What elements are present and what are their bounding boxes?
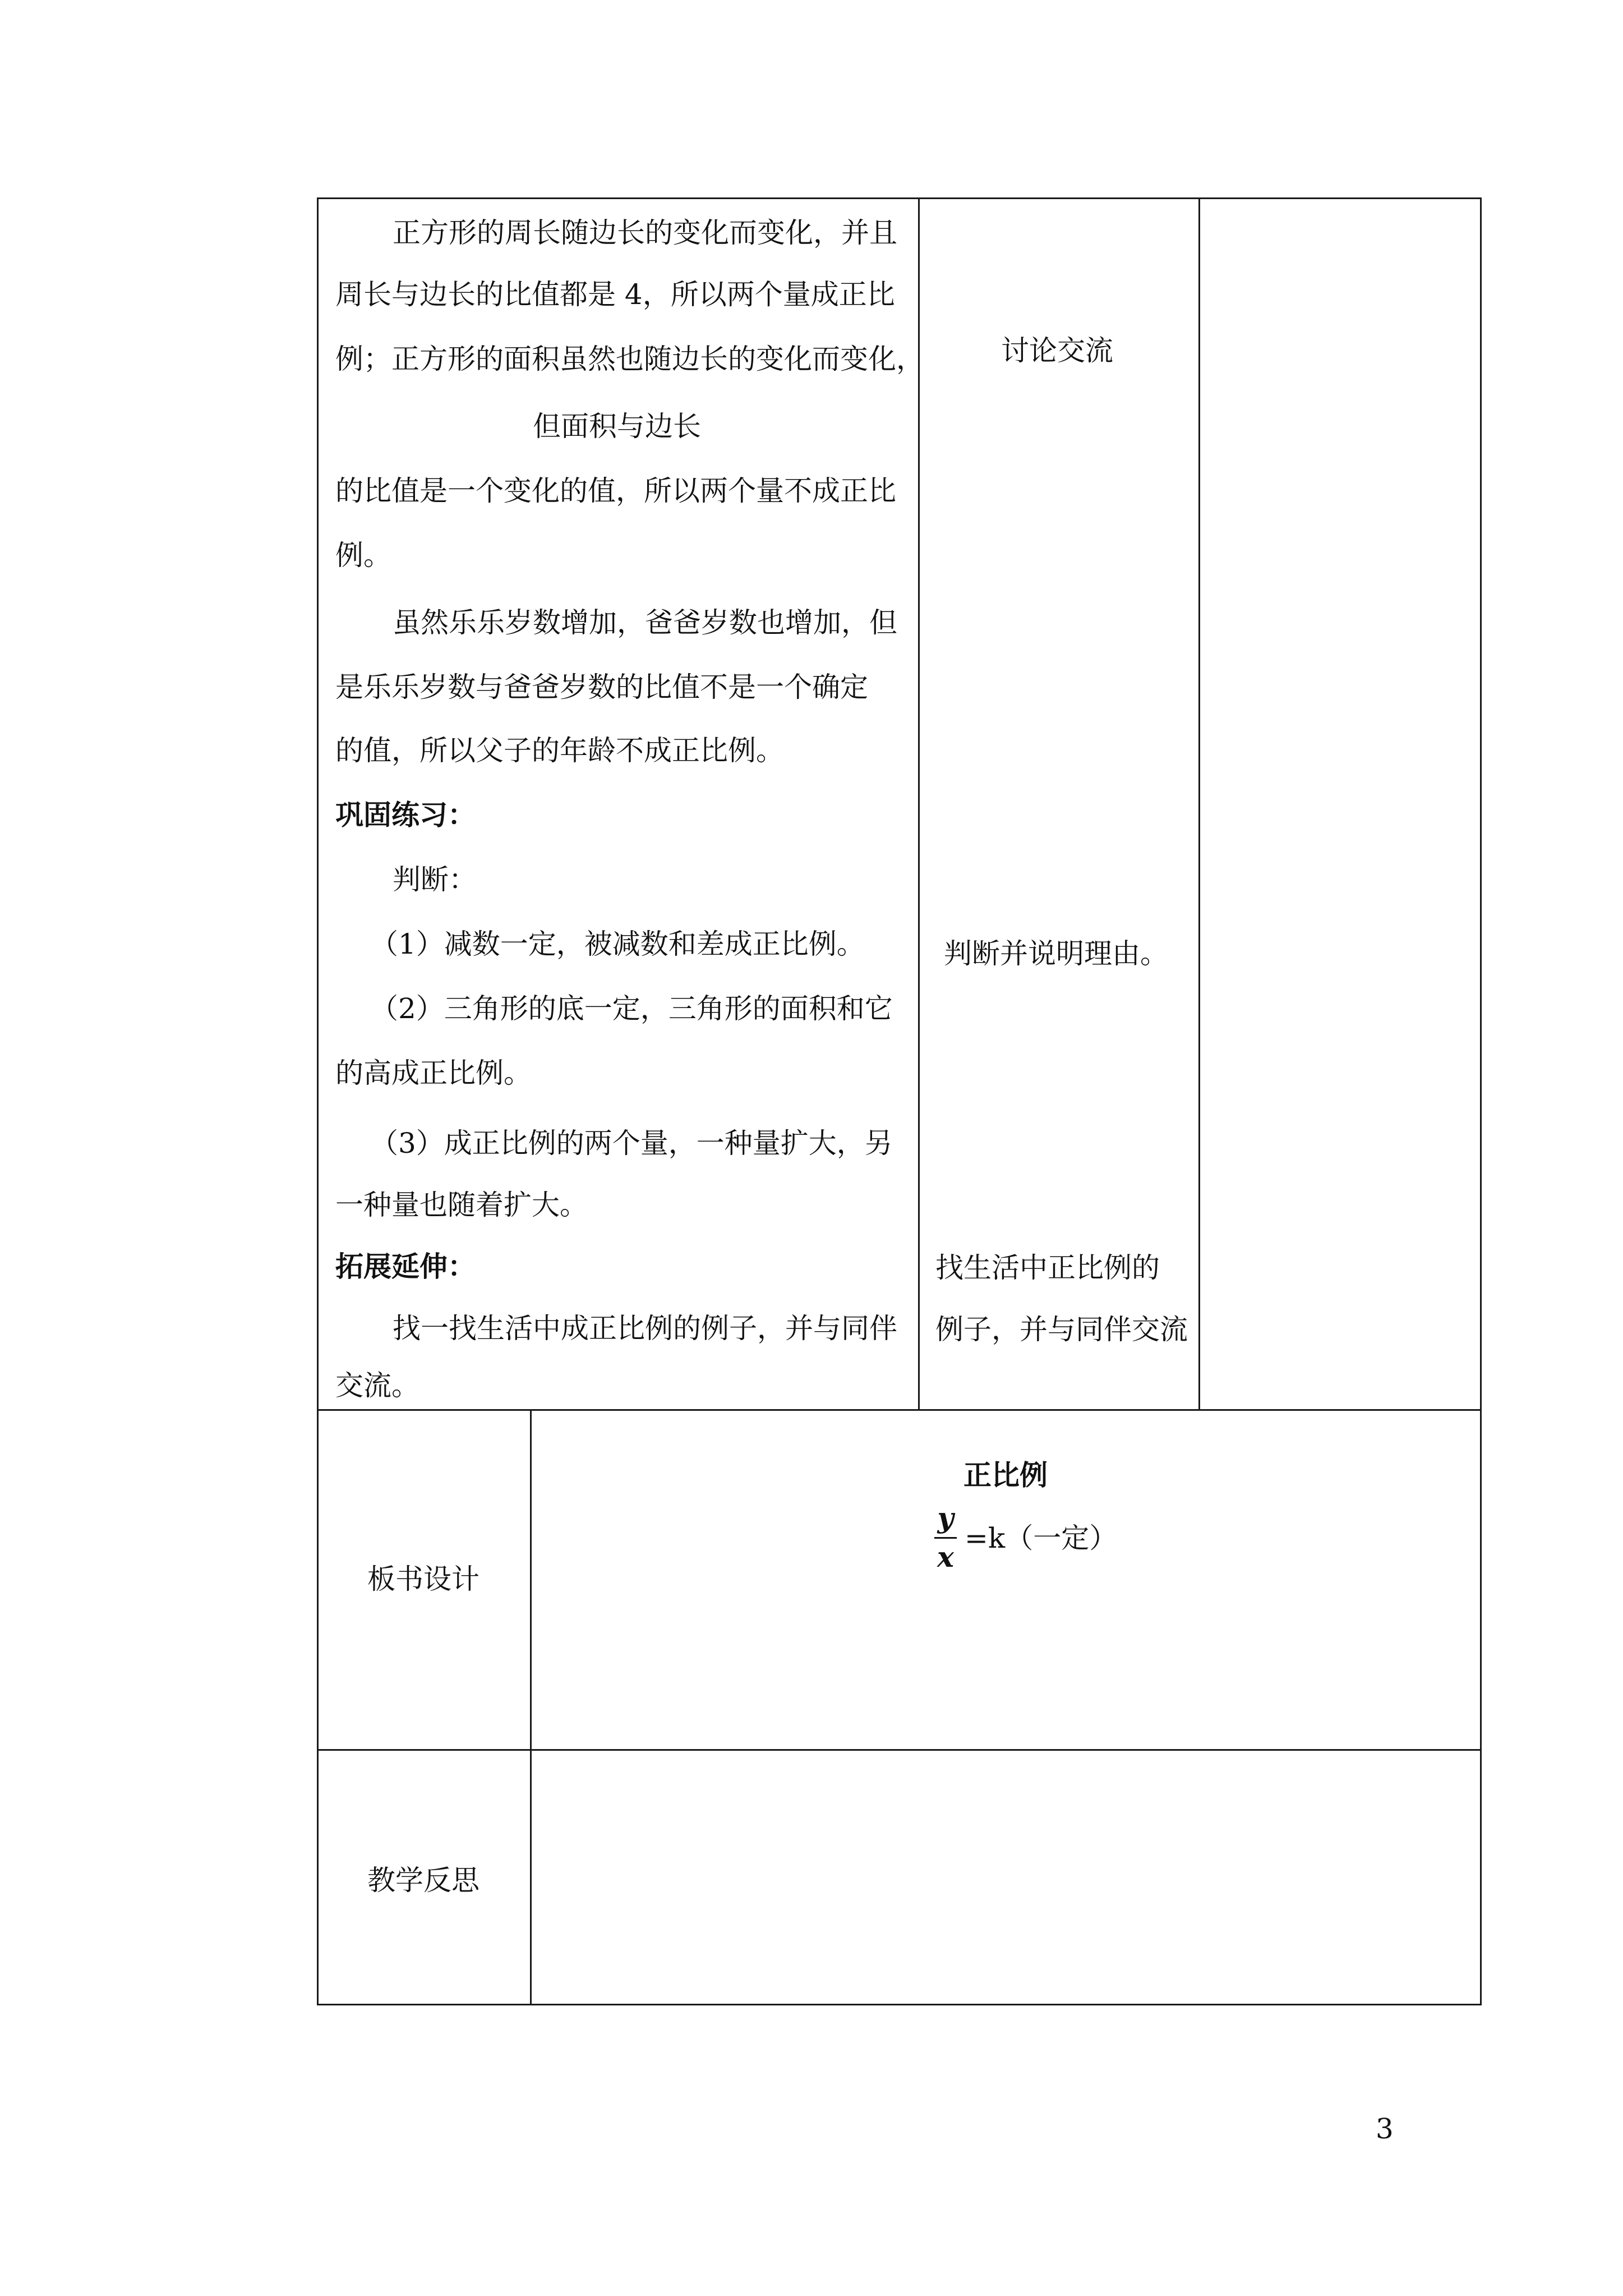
text-line-2: 周长与边长的比值都是 4，所以两个量成正比 [335, 278, 895, 311]
row-divider-board [317, 1409, 1482, 1411]
extend-line-1: 找一找生活中成正比例的例子，并与同伴 [393, 1312, 897, 1345]
table-right-border [1480, 197, 1482, 2005]
extend-heading: 拓展延伸： [335, 1250, 476, 1283]
practice-line-5: （3）成正比例的两个量，一种量扩大，另 [370, 1127, 893, 1159]
upper-col-divider-1 [918, 197, 920, 1411]
page-number: 3 [1376, 2113, 1394, 2145]
practice-line-1: 判断： [393, 863, 477, 896]
extend-line-2: 交流。 [335, 1369, 419, 1402]
text-line-6: 例。 [335, 539, 391, 572]
practice-line-6: 一种量也随着扩大。 [335, 1189, 588, 1221]
table-bottom-border [317, 2004, 1482, 2005]
mid-discuss: 讨论交流 [1001, 334, 1113, 367]
board-title: 正比例 [963, 1458, 1048, 1492]
mid-judge: 判断并说明理由。 [944, 937, 1168, 970]
practice-line-4: 的高成正比例。 [335, 1057, 532, 1089]
board-label: 板书设计 [367, 1563, 479, 1595]
text-line-7: 虽然乐乐岁数增加，爸爸岁数也增加，但 [393, 606, 897, 639]
fraction-numerator: y [937, 1501, 954, 1534]
row-divider-reflection [317, 1749, 1482, 1751]
practice-line-2: （1）减数一定，被减数和差成正比例。 [370, 928, 865, 960]
practice-heading: 巩固练习： [335, 798, 476, 831]
table-top-border [317, 197, 1482, 199]
mid-find-line-2: 例子，并与同伴交流 [935, 1313, 1188, 1346]
fraction-bar [934, 1537, 957, 1539]
formula-rest: =k（一定） [965, 1522, 1118, 1554]
lower-col-divider [530, 1409, 532, 2005]
mid-find-line-1: 找生活中正比例的 [935, 1251, 1160, 1284]
reflection-label: 教学反思 [367, 1864, 479, 1897]
text-line-5: 的比值是一个变化的值，所以两个量不成正比 [335, 475, 896, 507]
text-line-8: 是乐乐岁数与爸爸岁数的比值不是一个确定 [335, 671, 868, 703]
practice-line-3: （2）三角形的底一定，三角形的面积和它 [370, 992, 893, 1025]
text-line-4: 但面积与边长 [533, 410, 701, 443]
text-line-1: 正方形的周长随边长的变化而变化，并且 [393, 217, 897, 249]
upper-col-divider-2 [1198, 197, 1200, 1411]
text-line-9: 的值，所以父子的年龄不成正比例。 [335, 734, 784, 767]
fraction-denominator: x [937, 1540, 954, 1573]
text-line-3: 例；正方形的面积虽然也随边长的变化而变化， [335, 343, 924, 375]
table-left-border [317, 197, 319, 2005]
